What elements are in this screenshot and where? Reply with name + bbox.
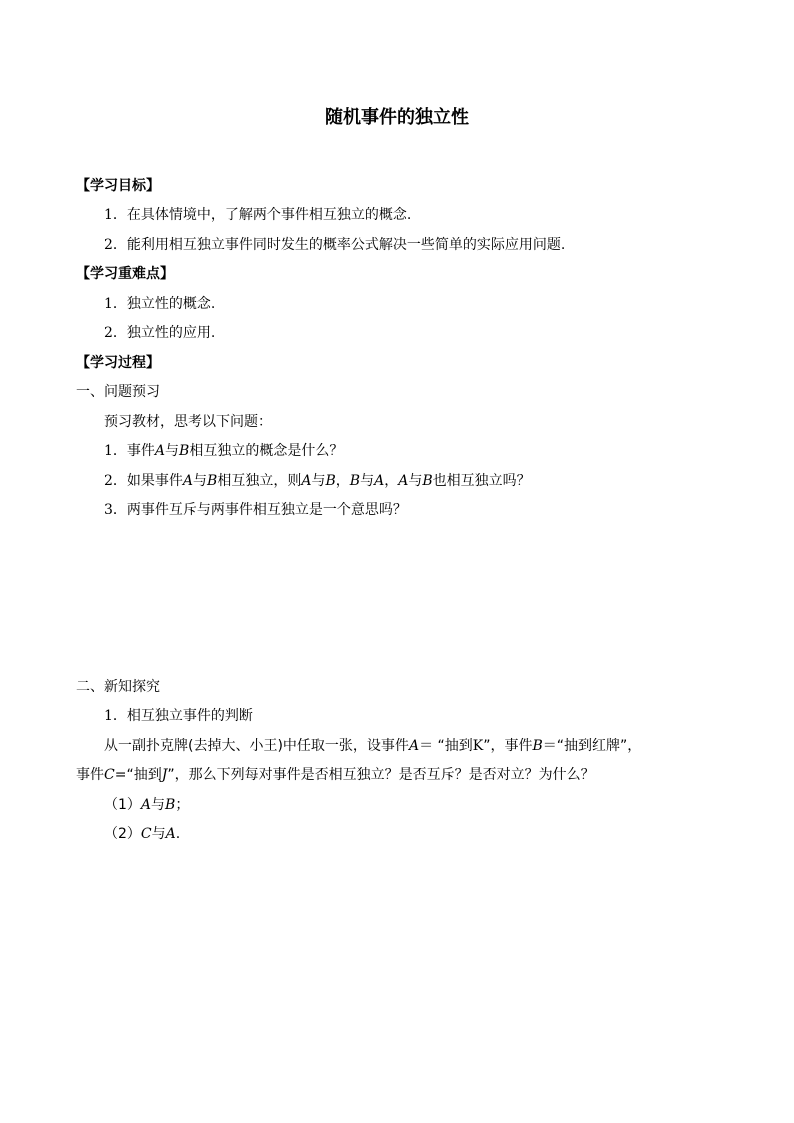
goals-heading: 【学习目标】 xyxy=(76,178,160,194)
section-2-heading: 二、新知探究 xyxy=(76,679,160,695)
process-heading: 【学习过程】 xyxy=(76,355,160,371)
key-points-heading: 【学习重难点】 xyxy=(76,266,174,282)
case-item-2: （2）C与A. xyxy=(104,826,181,842)
section-1-intro: 预习教材，思考以下问题： xyxy=(104,414,272,430)
goal-item-1: 1．在具体情境中，了解两个事件相互独立的概念. xyxy=(104,207,412,223)
page-title: 随机事件的独立性 xyxy=(325,107,469,128)
problem-paragraph-line-1: 从一副扑克牌(去掉大、小王)中任取一张，设事件A＝ “抽到K”，事件B＝“抽到红牌”， xyxy=(104,738,642,754)
key-point-item-1: 1．独立性的概念. xyxy=(104,296,216,312)
case-item-1: （1）A与B； xyxy=(104,797,190,813)
problem-paragraph-line-2: 事件C=“抽到J”，那么下列每对事件是否相互独立？是否互斥？是否对立？为什么？ xyxy=(76,767,595,783)
key-point-item-2: 2．独立性的应用. xyxy=(104,325,216,341)
section-1-heading: 一、问题预习 xyxy=(76,384,160,400)
subsection-1-heading: 1．相互独立事件的判断 xyxy=(104,708,253,724)
question-1: 1．事件A与B相互独立的概念是什么？ xyxy=(104,443,344,459)
question-3: 3．两事件互斥与两事件相互独立是一个意思吗？ xyxy=(104,502,407,518)
question-2: 2．如果事件A与B相互独立，则A与B，B与A，A与B也相互独立吗？ xyxy=(104,473,531,489)
goal-item-2: 2．能利用相互独立事件同时发生的概率公式解决一些简单的实际应用问题. xyxy=(104,237,566,253)
